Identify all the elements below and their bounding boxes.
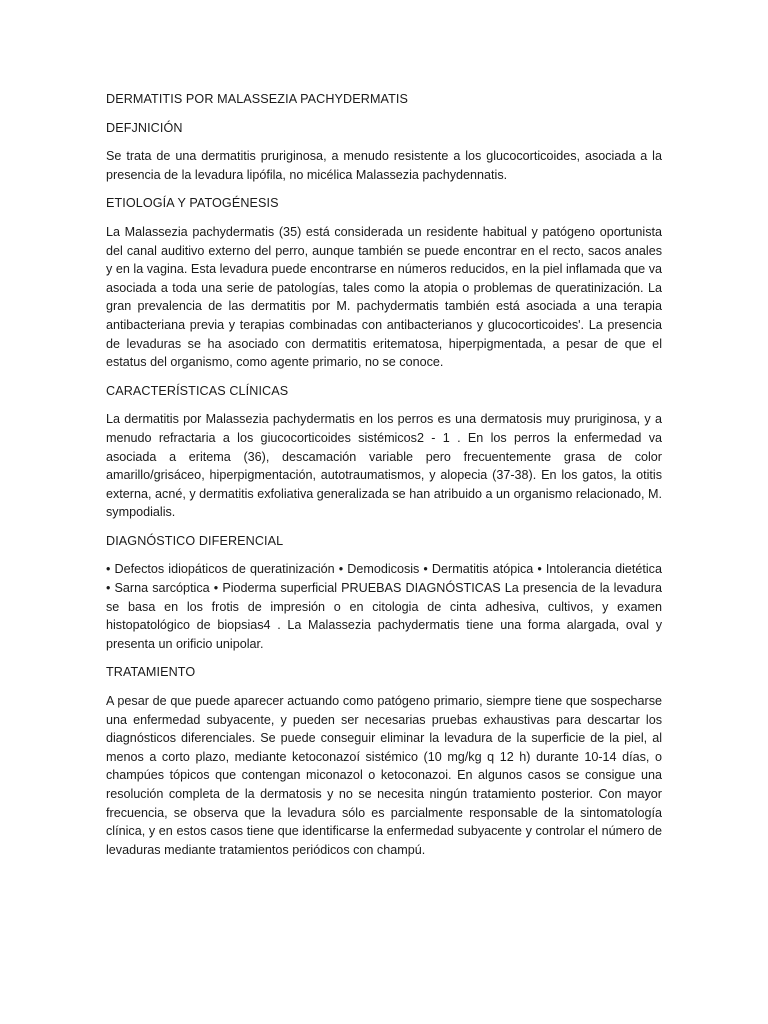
section-paragraph-caracteristicas: La dermatitis por Malassezia pachydermatis en los perros es una dermatosis muy pruriginosa, y a menudo refractaria a los giucocorticoides sistémicos2 - 1 . En los perros la enfermedad va asociada a eritema (36), descamación variable pero frecuentemente grasa de color amarillo/grisáceo, hiperpigmentación, autotraumatismos, y alopecia (37-38). En los gatos, la otitis externa, acné, y dermatitis exfoliativa generalizada se han atribuido a un organismo relacionado, M. sympodialis. <box>106 412 662 520</box>
section-paragraph-diagnostico: • Defectos idiopáticos de queratinización • Demodicosis • Dermatitis atópica • Intolerancia dietética • Sarna sarcóptica • Pioderma superficial PRUEBAS DIAGNÓSTICAS La presencia de la levadura se basa en los frotis de impresión o en citologia de cinta adhesiva, cultivos, y examen histopatológico de biopsias4 . La Malassezia pachydermatis tiene una forma alargada, oval y presenta un orificio unipolar. <box>106 562 662 651</box>
section-heading-diagnostico: DIAGNÓSTICO DIFERENCIAL <box>106 533 284 548</box>
section-heading-caracteristicas: CARACTERÍSTICAS CLÍNICAS <box>106 383 289 398</box>
section-paragraph-etiologia: La Malassezia pachydermatis (35) está considerada un residente habitual y patógeno oportunista del canal auditivo externo del perro, aunque también se puede encontrar en el recto, sacos anales y en la vagina. Esta levadura puede encontrarse en números reducidos, en la piel inflamada que va asociada a toda una serie de patologías, tales como la atopia o problemas de queratinización. La gran prevalencia de las dermatitis por M. pachydermatis también está asociada a una terapia antibacteriana previa y terapias combinadas con antibacterianos y glucocorticoides'. La presencia de levaduras se ha asociado con dermatitis eritematosa, hiperpigmentada, a pesar de que el estatus del organismo, como agente primario, no se conoce. <box>106 224 662 370</box>
section-heading-definicion: DEFJNICIÓN <box>106 120 183 135</box>
section-heading-etiologia: ETIOLOGÍA Y PATOGÉNESIS <box>106 196 279 211</box>
document-page <box>106 90 662 869</box>
document-title: DERMATITIS POR MALASSEZIA PACHYDERMATIS <box>106 92 408 106</box>
section-paragraph-tratamiento: A pesar de que puede aparecer actuando como patógeno primario, siempre tiene que sospecharse una enfermedad subyacente, y pueden ser necesarias pruebas exhaustivas para descartar los diagnósticos diferenciales. Se puede conseguir eliminar la levadura de la superficie de la piel, al menos a corto plazo, mediante ketoconazoí sistémico (10 mg/kg q 12 h) durante 10-14 días, o champúes tópicos que contengan miconazol o ketoconazoi. En algunos casos se consigue una resolución completa de la dermatosis y no se necesita ningún tratamiento posterior. Con mayor frecuencia, se observa que la levadura sólo es parcialmente responsable de la sintomatología clínica, y en estos casos tiene que identificarse la enfermedad subyacente y controlar el número de levaduras mediante tratamientos periódicos con champú. <box>106 694 662 857</box>
section-heading-tratamiento: TRATAMIENTO <box>106 665 196 680</box>
section-paragraph-definicion: Se trata de una dermatitis pruriginosa, a menudo resistente a los glucocorticoides, asociada a la presencia de la levadura lipófila, no micélica Malassezia pachydennatis. <box>106 149 662 182</box>
